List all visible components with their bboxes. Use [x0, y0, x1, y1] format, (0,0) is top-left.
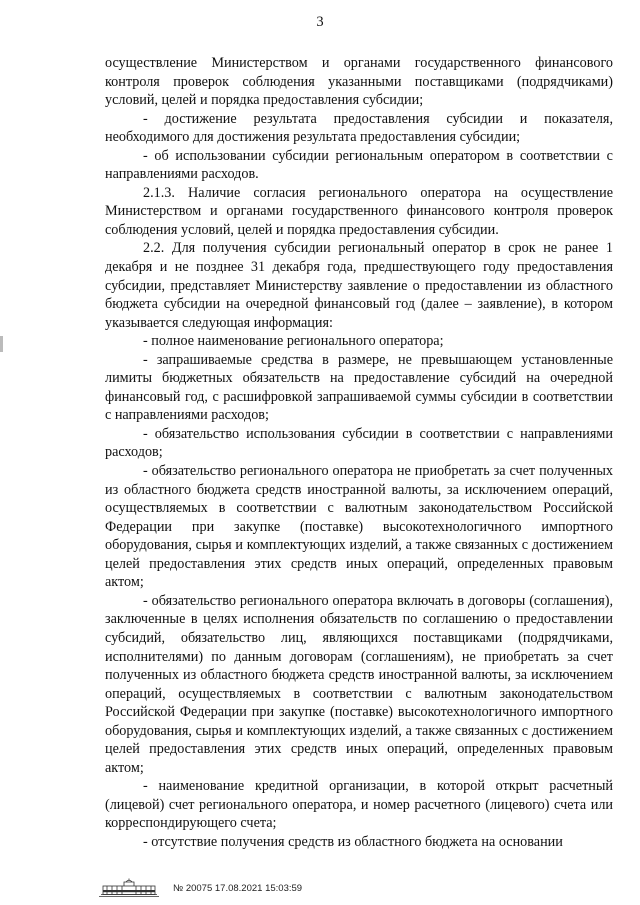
- document-footer: [97, 877, 302, 899]
- registration-stamp: № 20075 17.08.2021 15:03:59: [173, 882, 303, 894]
- paragraph: - наименование кредитной организации, в которой открыт расчетный (лицевой) счет регионального оператора, и номер расчетного (лицевого) счета или корреспондирующего счета;: [105, 778, 613, 832]
- paragraph: 2.1.3. Наличие согласия регионального оператора на осуществление Министерством и органами государственного финансового контроля проверок соблюдения условий, целей и порядка предоставления субсидии.: [105, 184, 613, 238]
- paragraph: 2.2. Для получения субсидии региональный оператор в срок не ранее 1 декабря и не позднее 31 декабря года, предшествующего году предоставления субсидии, представляет Министерству заявление о предоставлении из областного бюджета субсидии на очередной финансовый год (далее – заявление), в котором указывается следующая информация:: [105, 240, 613, 331]
- paragraph: - достижение результата предоставления субсидии и показателя, необходимого для достижения результата предоставления субсидии;: [105, 110, 613, 146]
- scan-edge-mark: [0, 336, 3, 352]
- page-number: 3: [316, 14, 324, 30]
- paragraph: - полное наименование регионального оператора;: [143, 333, 444, 350]
- paragraph: - обязательство регионального оператора включать в договоры (соглашения), заключенные в целях исполнения обязательств по соглашению о предоставлении субсидий, обязательство лиц, являющихся поставщиками (подрядчиками, исполнителями) по данным договорам (соглашениям), не приобретать за счет полученных из областного бюджета средств иностранной валюты, за исключением операций, осуществляемых в соответствии с валютным законодательством Российской Федерации при закупке (поставке) высокотехнологичного импортного оборудования, сырья и комплектующих изделий, а также связанных с достижением целей предоставления этих средств иных операций, определенных правовым актом;: [105, 592, 613, 776]
- document-body: [105, 54, 613, 852]
- paragraph: - об использовании субсидии региональным оператором в соответствии с направлениями расходов.: [105, 147, 613, 183]
- paragraph: - запрашиваемые средства в размере, не превышающем установленные лимиты бюджетных обязательств на предоставление субсидий на очередной финансовый год, с расшифровкой запрашиваемой суммы субсидии в соответствии с направлениями расходов;: [105, 351, 613, 424]
- paragraph: осуществление Министерством и органами государственного финансового контроля проверок соблюдения указанными поставщиками (подрядчиками) условий, целей и порядка предоставления субсидии;: [105, 55, 613, 109]
- government-building-stamp-icon: [97, 878, 161, 898]
- paragraph: - обязательство использования субсидии в соответствии с направлениями расходов;: [105, 425, 613, 461]
- paragraph: - отсутствие получения средств из областного бюджета на основании: [143, 833, 563, 850]
- paragraph: - обязательство регионального оператора не приобретать за счет полученных из областного бюджета средств иностранной валюты, за исключением операций, осуществляемых в соответствии с валютным законодательством Российской Федерации при закупке (поставке) высокотехнологичного импортного оборудования, сырья и комплектующих изделий, а также связанных с достижением целей предоставления этих средств иных операций, определенных правовым актом;: [105, 463, 613, 591]
